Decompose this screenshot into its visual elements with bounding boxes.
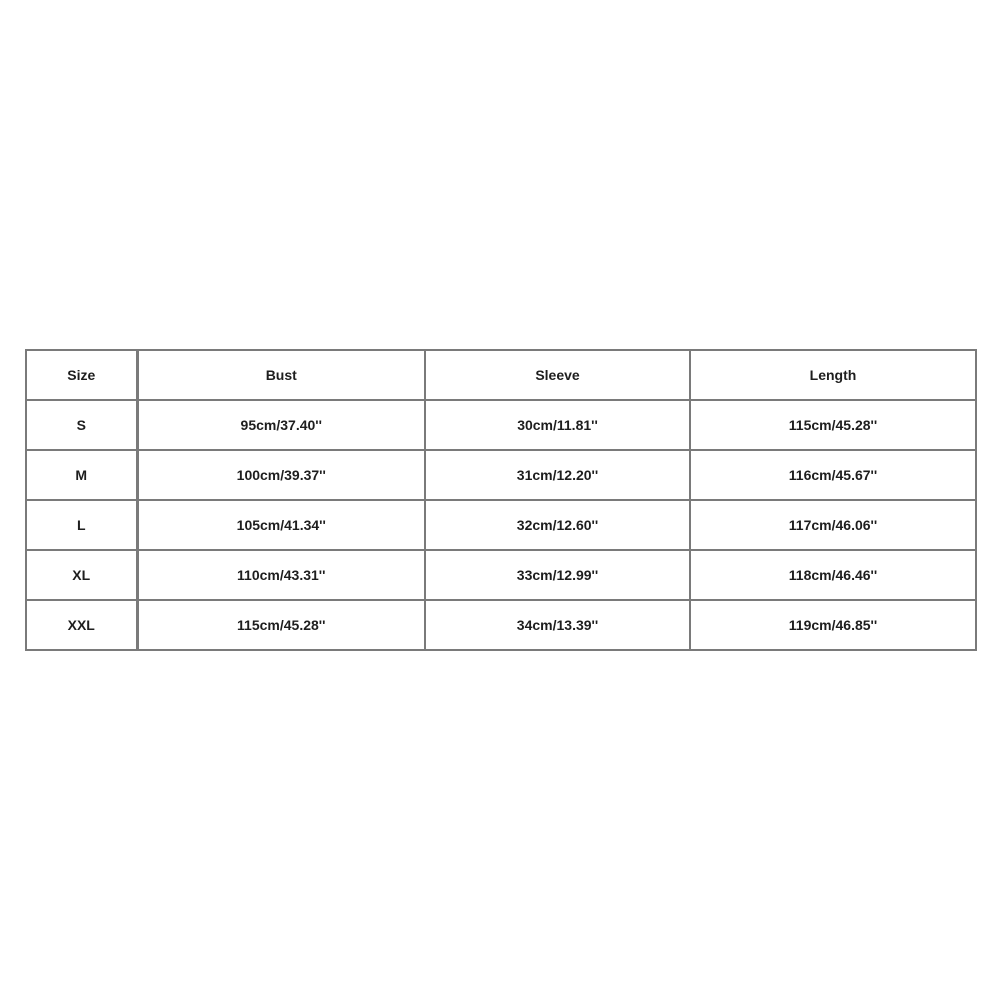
bust-cell: 105cm/41.34''	[137, 500, 425, 550]
table-row	[26, 400, 976, 450]
bust-cell: 100cm/39.37''	[137, 450, 425, 500]
table-row	[26, 450, 976, 500]
length-cell: 119cm/46.85''	[690, 600, 976, 650]
sleeve-cell: 32cm/12.60''	[425, 500, 690, 550]
length-cell: 115cm/45.28''	[690, 400, 976, 450]
header-length: Length	[690, 350, 976, 400]
length-cell: 118cm/46.46''	[690, 550, 976, 600]
sleeve-cell: 30cm/11.81''	[425, 400, 690, 450]
bust-cell: 110cm/43.31''	[137, 550, 425, 600]
sleeve-cell: 34cm/13.39''	[425, 600, 690, 650]
size-cell: L	[26, 500, 137, 550]
header-bust: Bust	[137, 350, 425, 400]
length-cell: 117cm/46.06''	[690, 500, 976, 550]
size-chart-table	[25, 349, 977, 651]
table-row	[26, 600, 976, 650]
size-cell: XL	[26, 550, 137, 600]
sleeve-cell: 33cm/12.99''	[425, 550, 690, 600]
bust-cell: 95cm/37.40''	[137, 400, 425, 450]
table-row	[26, 550, 976, 600]
size-cell: XXL	[26, 600, 137, 650]
sleeve-cell: 31cm/12.20''	[425, 450, 690, 500]
table-row	[26, 500, 976, 550]
table-header-row	[26, 350, 976, 400]
bust-cell: 115cm/45.28''	[137, 600, 425, 650]
header-size: Size	[26, 350, 137, 400]
size-cell: M	[26, 450, 137, 500]
header-sleeve: Sleeve	[425, 350, 690, 400]
size-cell: S	[26, 400, 137, 450]
length-cell: 116cm/45.67''	[690, 450, 976, 500]
